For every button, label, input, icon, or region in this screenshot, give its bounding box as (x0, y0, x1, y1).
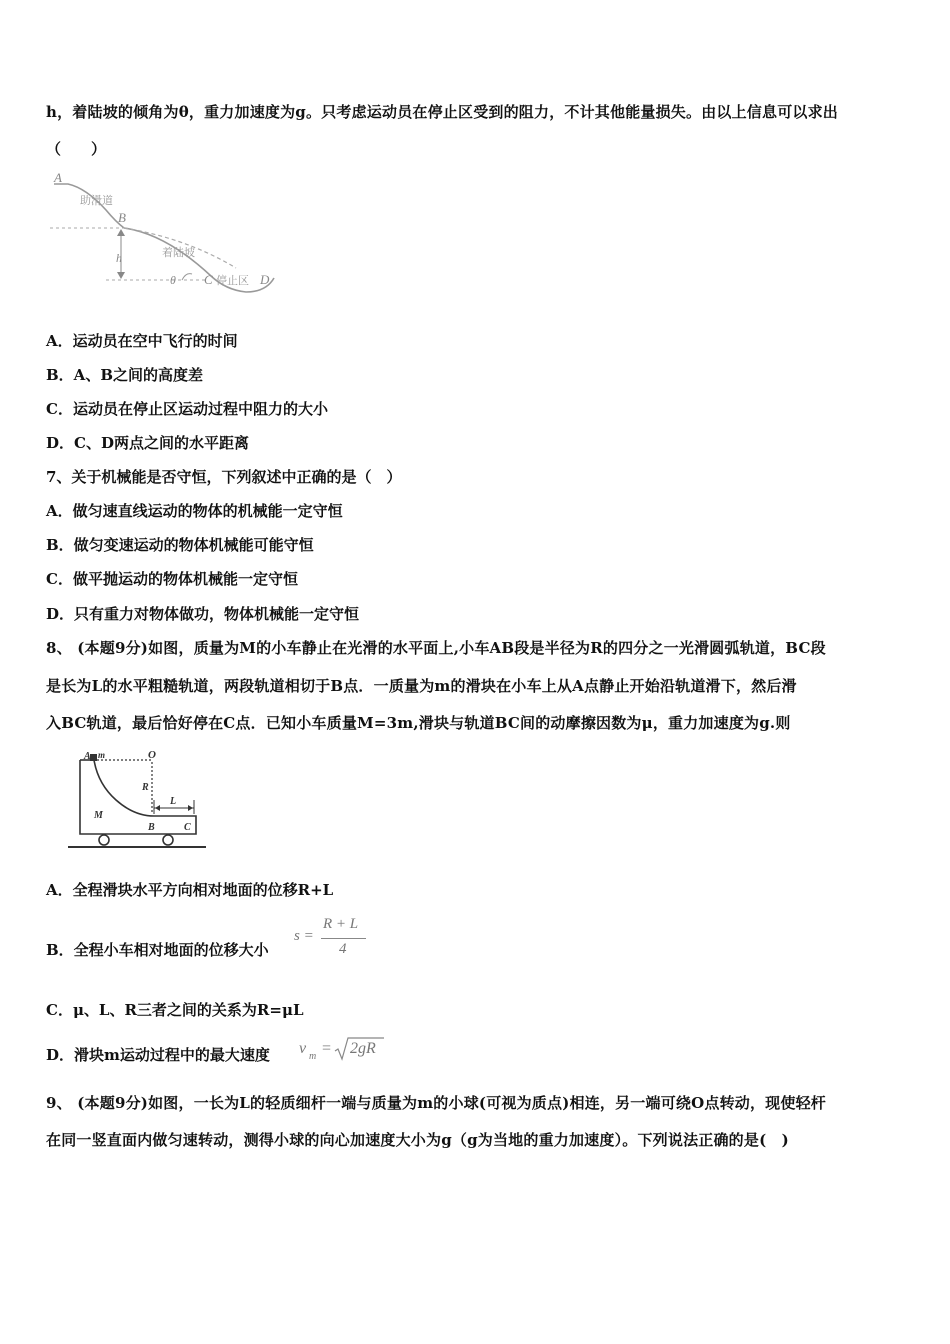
fig8-label-b: B (148, 822, 155, 833)
q6-option-d: D．C、D两点之间的水平距离 (46, 434, 249, 452)
fig6-label-slope: 着陆坡 (162, 246, 195, 259)
q7-stem: 7、关于机械能是否守恒，下列叙述中正确的是（ ） (46, 468, 402, 486)
q8-stem-line1: 8、 (本题9分)如图，质量为M的小车静止在光滑的水平面上,小车AB段是半径为R的四分之一光滑圆弧轨道，BC段 (46, 639, 826, 657)
fig8-label-a: A (84, 751, 91, 762)
fig8-label-r: R (142, 782, 149, 793)
q6-option-b: B．A、B之间的高度差 (46, 366, 203, 384)
q7-option-b: B．做匀变速运动的物体机械能可能守恒 (46, 536, 314, 554)
q8-option-b-lhs: s = (294, 928, 314, 944)
q6-stem-line1: h，着陆坡的倾角为θ，重力加速度为g。只考虑运动员在停止区受到的阻力，不计其他能量损失。由以上信息可以求出 (46, 103, 839, 121)
q8-option-d-sub: m (309, 1051, 317, 1062)
fig6-label-theta: θ (170, 273, 176, 287)
q7-option-a: A．做匀速直线运动的物体的机械能一定守恒 (46, 502, 343, 520)
q8-option-b-fraction-bar (321, 938, 366, 939)
q8-stem-line2: 是长为L的水平粗糙轨道，两段轨道相切于B点．一质量为m的滑块在小车上从A点静止开始沿轨道滑下，然后滑 (46, 677, 797, 695)
fig8-label-big-m: M (94, 810, 103, 821)
q8-option-b-numerator: R + L (323, 916, 359, 932)
ski-jump-figure (46, 168, 286, 298)
q8-option-d-eq: = (322, 1040, 332, 1057)
q8-option-d-v: v (299, 1040, 307, 1057)
q6-option-c: C．运动员在停止区运动过程中阻力的大小 (46, 400, 328, 418)
cart-figure (64, 748, 214, 856)
fig6-label-d: D (260, 272, 270, 287)
fig8-label-l: L (170, 796, 177, 807)
q6-stem-line2: （ ） (46, 140, 107, 158)
q7-option-c: C．做平抛运动的物体机械能一定守恒 (46, 570, 298, 588)
q8-stem-line3: 入BC轨道，最后恰好停在C点．已知小车质量M=3m,滑块与轨道BC间的动摩擦因数为μ，重力加速度为g.则 (46, 714, 791, 732)
fig6-label-a: A (54, 170, 62, 185)
fig8-label-m: m (98, 750, 106, 760)
fig8-label-o: O (148, 749, 156, 761)
fig6-label-stop: 停止区 (216, 274, 249, 287)
fig6-label-c: C (204, 272, 213, 287)
fig6-label-h: h (116, 251, 122, 265)
fig6-label-track: 助滑道 (80, 194, 113, 207)
fig6-label-b: B (118, 210, 126, 225)
q8-option-c: C．μ、L、R三者之间的关系为R=μL (46, 1001, 304, 1019)
q6-option-a: A．运动员在空中飞行的时间 (46, 332, 238, 350)
q8-option-b-denominator: 4 (339, 941, 347, 957)
q9-stem-line2: 在同一竖直面内做匀速转动，测得小球的向心加速度大小为g（g为当地的重力加速度）。下列说法正确的是( ) (46, 1131, 789, 1149)
q9-stem-line1: 9、 (本题9分)如图，一长为L的轻质细杆一端与质量为m的小球(可视为质点)相连，另一端可绕O点转动，现使轻杆 (46, 1094, 826, 1112)
fig8-label-c: C (184, 822, 191, 833)
q7-option-d: D．只有重力对物体做功，物体机械能一定守恒 (46, 605, 360, 623)
q8-option-a: A．全程滑块水平方向相对地面的位移R+L (46, 881, 334, 899)
q8-option-d-radicand: 2gR (350, 1040, 376, 1057)
q8-option-b-text: B．全程小车相对地面的位移大小 (46, 941, 269, 959)
q8-option-d-text: D．滑块m运动过程中的最大速度 (46, 1046, 270, 1064)
